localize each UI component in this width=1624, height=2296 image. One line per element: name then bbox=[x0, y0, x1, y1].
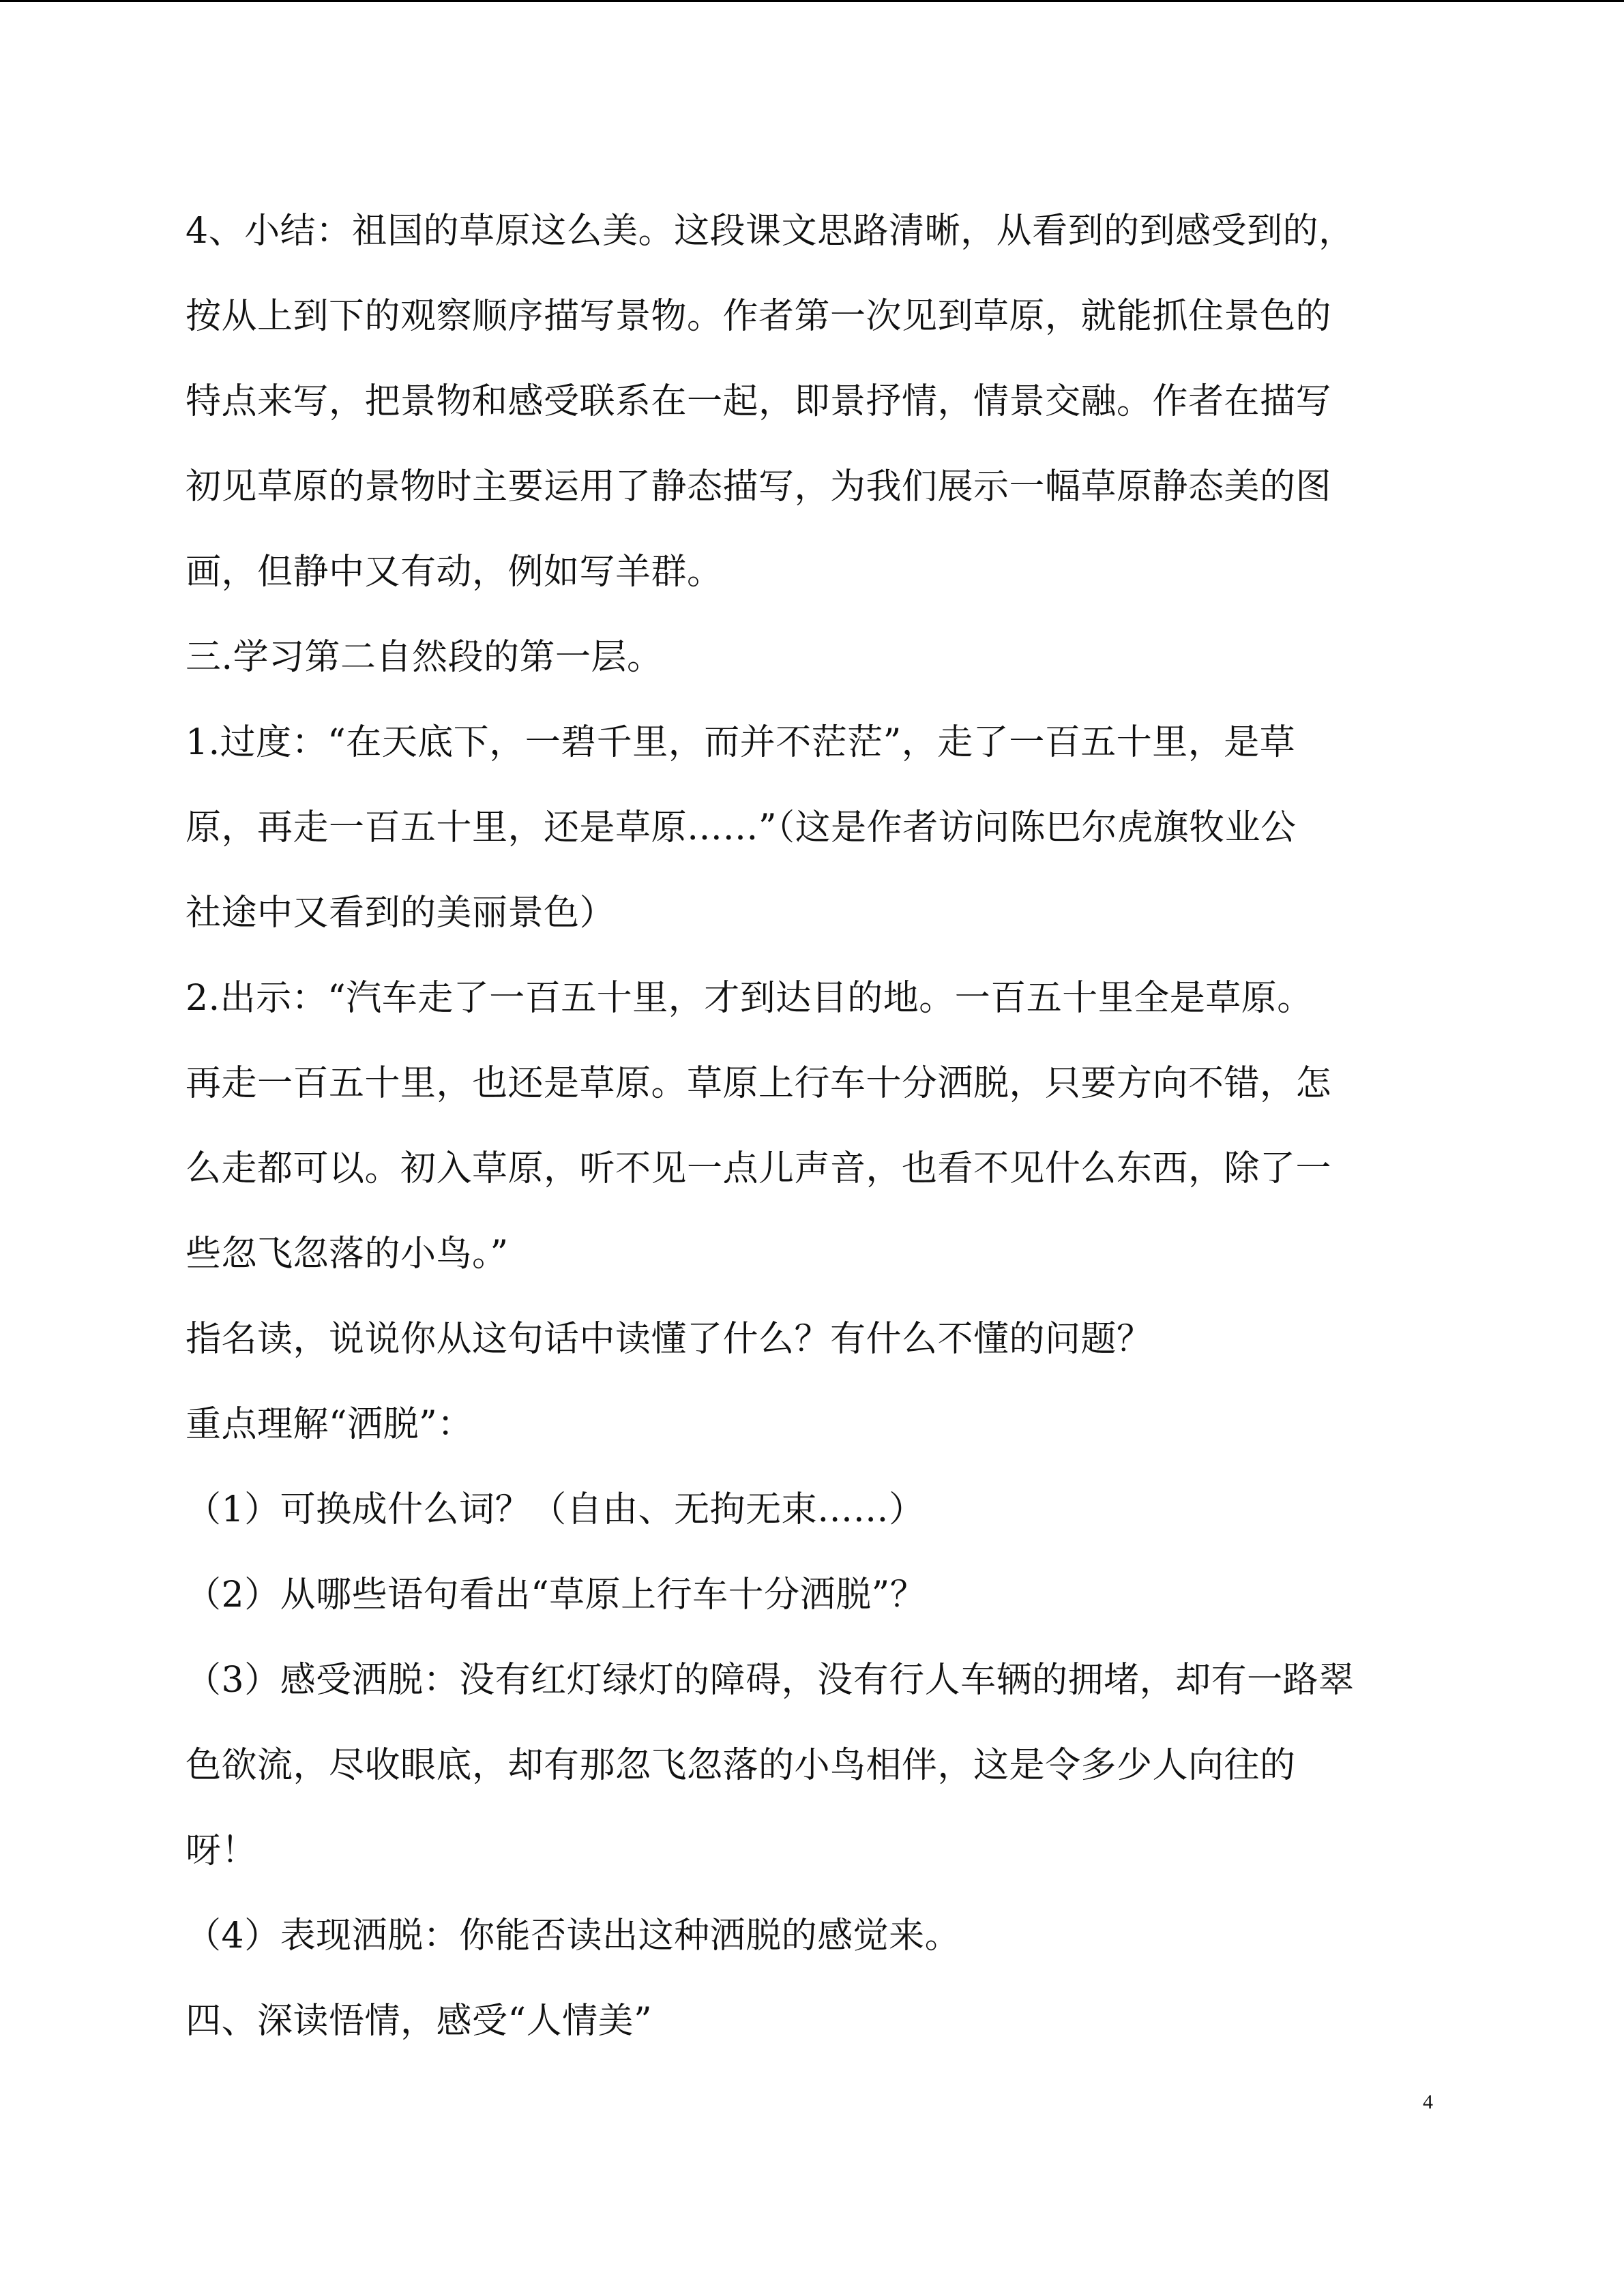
section-heading-3: 三.学习第二自然段的第一层。 bbox=[186, 637, 663, 678]
text-line-1: 4、小结：祖国的草原这么美。这段课文思路清晰，从看到的到感受到的， bbox=[186, 211, 1355, 252]
text-line-15: 重点理解“洒脱”： bbox=[186, 1404, 473, 1445]
page-number: 4 bbox=[1423, 2091, 1433, 2113]
text-line-13: 些忽飞忽落的小鸟。” bbox=[186, 1234, 509, 1274]
text-line-4: 初见草原的景物时主要运用了静态描写，为我们展示一幅草原静态美的图 bbox=[186, 466, 1332, 507]
text-line-10: 2.出示：“汽车走了一百五十里，才到达目的地。一百五十里全是草原。 bbox=[186, 978, 1313, 1019]
text-line-2: 按从上到下的观察顺序描写景物。作者第一次见到草原，就能抓住景色的 bbox=[186, 296, 1332, 337]
text-line-21: （4）表现洒脱：你能否读出这种洒脱的感觉来。 bbox=[186, 1915, 961, 1956]
text-line-8: 原，再走一百五十里，还是草原……”（这是作者访问陈巴尔虎旗牧业公 bbox=[186, 807, 1297, 848]
text-line-9: 社途中又看到的美丽景色） bbox=[186, 893, 616, 934]
text-line-12: 么走都可以。初入草原，听不见一点儿声音，也看不见什么东西，除了一 bbox=[186, 1148, 1332, 1189]
text-line-11: 再走一百五十里，也还是草原。草原上行车十分洒脱，只要方向不错，怎 bbox=[186, 1063, 1332, 1104]
text-line-16: （1）可换成什么词？（自由、无拘无束……） bbox=[186, 1489, 925, 1530]
page-top-border bbox=[0, 0, 1624, 2]
text-line-18: （3）感受洒脱：没有红灯绿灯的障碍，没有行人车辆的拥堵，却有一路翠 bbox=[186, 1660, 1355, 1701]
text-line-5: 画，但静中又有动，例如写羊群。 bbox=[186, 552, 723, 593]
text-line-17: （2）从哪些语句看出“草原上行车十分洒脱”？ bbox=[186, 1575, 926, 1615]
text-line-19: 色欲流，尽收眼底，却有那忽飞忽落的小鸟相伴，这是令多少人向往的 bbox=[186, 1745, 1296, 1786]
section-heading-4: 四、深读悟情，感受“人情美” bbox=[186, 2001, 653, 2042]
text-line-3: 特点来写，把景物和感受联系在一起，即景抒情，情景交融。作者在描写 bbox=[186, 381, 1332, 422]
text-line-20: 呀！ bbox=[186, 1830, 258, 1871]
text-line-7: 1.过度：“在天底下，一碧千里，而并不茫茫”，走了一百五十里，是草 bbox=[186, 722, 1296, 763]
text-line-14: 指名读，说说你从这句话中读懂了什么？有什么不懂的问题？ bbox=[186, 1319, 1153, 1360]
